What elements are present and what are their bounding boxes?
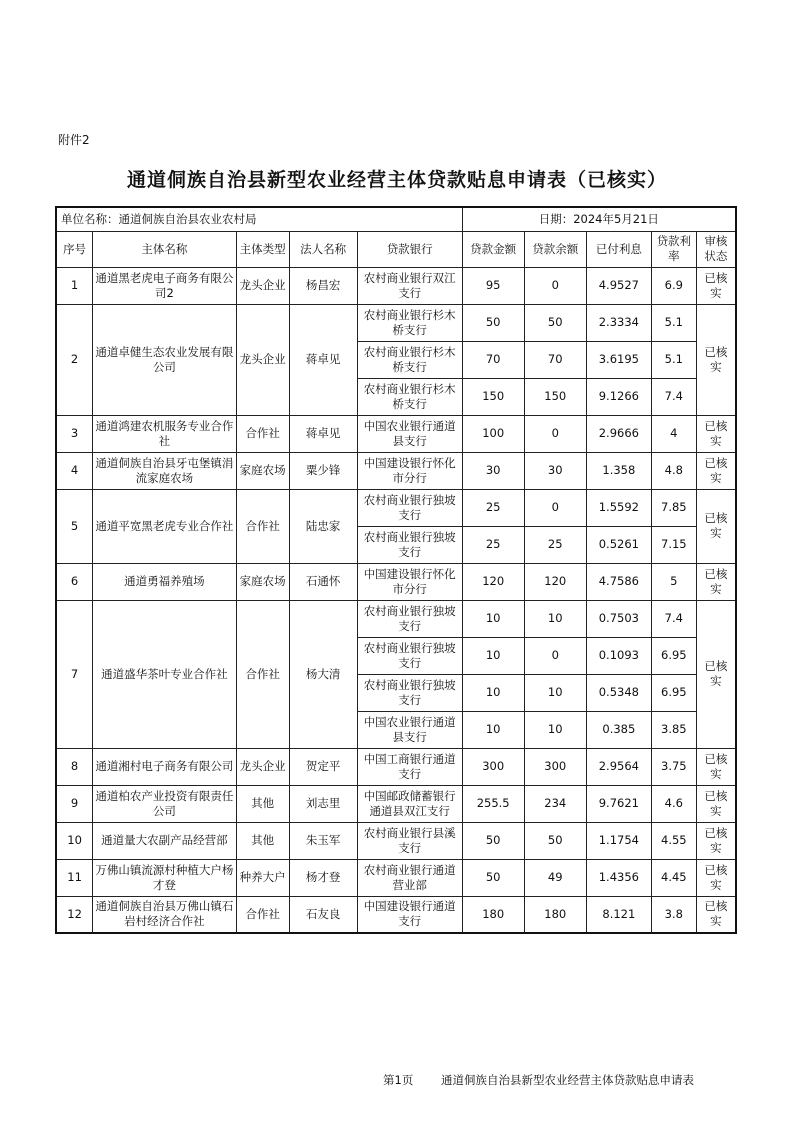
- loan-rate: 4.55: [651, 822, 696, 859]
- loan-balance: 120: [524, 563, 586, 600]
- review-status: 已核实: [696, 452, 736, 489]
- table-row: [56, 563, 736, 600]
- legal-person: 石友良: [289, 896, 357, 933]
- loan-rate: 6.95: [651, 674, 696, 711]
- loan-balance: 180: [524, 896, 586, 933]
- loan-bank: 农村商业银行杉木桥支行: [357, 304, 462, 341]
- loan-bank: 中国农业银行通道县支行: [357, 415, 462, 452]
- paid-interest: 4.7586: [586, 563, 651, 600]
- col-header-amount: 贷款金额: [462, 231, 524, 267]
- entity-name: 万佛山镇流源村种植大户杨才登: [93, 859, 237, 896]
- paid-interest: 0.5261: [586, 526, 651, 563]
- unit-name: 单位名称：通道侗族自治县农业农村局: [56, 207, 462, 231]
- entity-name: 通道湘村电子商务有限公司: [93, 748, 237, 785]
- loan-balance: 234: [524, 785, 586, 822]
- paid-interest: 4.9527: [586, 267, 651, 304]
- legal-person: 杨大清: [289, 600, 357, 748]
- entity-type: 家庭农场: [236, 563, 289, 600]
- loan-balance: 0: [524, 267, 586, 304]
- loan-amount: 10: [462, 674, 524, 711]
- loan-rate: 3.8: [651, 896, 696, 933]
- paid-interest: 0.7503: [586, 600, 651, 637]
- loan-amount: 95: [462, 267, 524, 304]
- loan-rate: 3.75: [651, 748, 696, 785]
- review-status: 已核实: [696, 785, 736, 822]
- table-row: [56, 748, 736, 785]
- loan-amount: 50: [462, 304, 524, 341]
- entity-type: 龙头企业: [236, 748, 289, 785]
- entity-type: 龙头企业: [236, 267, 289, 304]
- review-status: 已核实: [696, 822, 736, 859]
- loan-amount: 300: [462, 748, 524, 785]
- footer-document-title: 通道侗族自治县新型农业经营主体贷款贴息申请表: [441, 1073, 694, 1087]
- legal-person: 石通怀: [289, 563, 357, 600]
- row-number: 1: [56, 267, 93, 304]
- entity-type: 其他: [236, 785, 289, 822]
- paid-interest: 9.1266: [586, 378, 651, 415]
- paid-interest: 9.7621: [586, 785, 651, 822]
- loan-bank: 农村商业银行独坡支行: [357, 637, 462, 674]
- loan-bank: 农村商业银行通道营业部: [357, 859, 462, 896]
- row-number: 11: [56, 859, 93, 896]
- loan-balance: 10: [524, 674, 586, 711]
- entity-type: 其他: [236, 822, 289, 859]
- entity-type: 合作社: [236, 489, 289, 563]
- loan-amount: 10: [462, 600, 524, 637]
- col-header-name: 主体名称: [93, 231, 237, 267]
- loan-bank: 农村商业银行独坡支行: [357, 489, 462, 526]
- col-header-type: 主体类型: [236, 231, 289, 267]
- entity-name: 通道卓健生态农业发展有限公司: [93, 304, 237, 415]
- loan-amount: 25: [462, 526, 524, 563]
- loan-bank: 农村商业银行独坡支行: [357, 526, 462, 563]
- col-header-bank: 贷款银行: [357, 231, 462, 267]
- paid-interest: 8.121: [586, 896, 651, 933]
- loan-rate: 7.15: [651, 526, 696, 563]
- loan-balance: 50: [524, 822, 586, 859]
- loan-amount: 255.5: [462, 785, 524, 822]
- loan-bank: 中国建设银行怀化市分行: [357, 563, 462, 600]
- loan-rate: 3.85: [651, 711, 696, 748]
- review-status: 已核实: [696, 304, 736, 415]
- loan-bank: 农村商业银行独坡支行: [357, 600, 462, 637]
- loan-bank: 农村商业银行独坡支行: [357, 674, 462, 711]
- entity-type: 龙头企业: [236, 304, 289, 415]
- loan-balance: 30: [524, 452, 586, 489]
- loan-amount: 30: [462, 452, 524, 489]
- loan-bank: 中国建设银行通道支行: [357, 896, 462, 933]
- entity-type: 种养大户: [236, 859, 289, 896]
- paid-interest: 0.385: [586, 711, 651, 748]
- entity-type: 合作社: [236, 415, 289, 452]
- loan-balance: 150: [524, 378, 586, 415]
- legal-person: 贺定平: [289, 748, 357, 785]
- entity-name: 通道量大农副产品经营部: [93, 822, 237, 859]
- entity-name: 通道柏农产业投资有限责任公司: [93, 785, 237, 822]
- footer-page-number: 第1页: [383, 1073, 414, 1087]
- loan-amount: 50: [462, 822, 524, 859]
- loan-balance: 25: [524, 526, 586, 563]
- paid-interest: 2.3334: [586, 304, 651, 341]
- table-row: [56, 415, 736, 452]
- table-row: [56, 822, 736, 859]
- loan-subsidy-table: [55, 206, 737, 934]
- paid-interest: 2.9564: [586, 748, 651, 785]
- review-status: 已核实: [696, 600, 736, 748]
- row-number: 3: [56, 415, 93, 452]
- legal-person: 粟少锋: [289, 452, 357, 489]
- loan-bank: 农村商业银行县溪支行: [357, 822, 462, 859]
- loan-amount: 100: [462, 415, 524, 452]
- table-row: [56, 896, 736, 933]
- paid-interest: 3.6195: [586, 341, 651, 378]
- entity-type: 家庭农场: [236, 452, 289, 489]
- loan-balance: 0: [524, 637, 586, 674]
- entity-name: 通道侗族自治县万佛山镇石岩村经济合作社: [93, 896, 237, 933]
- paid-interest: 1.1754: [586, 822, 651, 859]
- loan-amount: 180: [462, 896, 524, 933]
- loan-bank: 中国农业银行通道县支行: [357, 711, 462, 748]
- loan-bank: 中国工商银行通道支行: [357, 748, 462, 785]
- loan-rate: 7.85: [651, 489, 696, 526]
- row-number: 9: [56, 785, 93, 822]
- loan-amount: 150: [462, 378, 524, 415]
- entity-name: 通道盛华茶叶专业合作社: [93, 600, 237, 748]
- loan-rate: 6.95: [651, 637, 696, 674]
- paid-interest: 0.1093: [586, 637, 651, 674]
- col-header-legal: 法人名称: [289, 231, 357, 267]
- table-row: [56, 859, 736, 896]
- loan-rate: 5: [651, 563, 696, 600]
- paid-interest: 1.5592: [586, 489, 651, 526]
- legal-person: 蒋卓见: [289, 304, 357, 415]
- loan-bank: 中国邮政储蓄银行通道县双江支行: [357, 785, 462, 822]
- row-number: 2: [56, 304, 93, 415]
- loan-bank: 农村商业银行双江支行: [357, 267, 462, 304]
- review-status: 已核实: [696, 859, 736, 896]
- loan-amount: 25: [462, 489, 524, 526]
- loan-rate: 5.1: [651, 304, 696, 341]
- col-header-no: 序号: [56, 231, 93, 267]
- loan-balance: 10: [524, 600, 586, 637]
- loan-balance: 49: [524, 859, 586, 896]
- row-number: 4: [56, 452, 93, 489]
- legal-person: 朱玉军: [289, 822, 357, 859]
- review-status: 已核实: [696, 896, 736, 933]
- col-header-rate: 贷款利率: [651, 231, 696, 267]
- loan-bank: 农村商业银行杉木桥支行: [357, 341, 462, 378]
- loan-bank: 中国建设银行怀化市分行: [357, 452, 462, 489]
- col-header-status: 审核状态: [696, 231, 736, 267]
- table-row: [56, 489, 736, 526]
- row-number: 5: [56, 489, 93, 563]
- attachment-label: 附件2: [58, 133, 90, 147]
- legal-person: 蒋卓见: [289, 415, 357, 452]
- entity-name: 通道鸿建农机服务专业合作社: [93, 415, 237, 452]
- row-number: 10: [56, 822, 93, 859]
- paid-interest: 1.4356: [586, 859, 651, 896]
- loan-amount: 10: [462, 637, 524, 674]
- table-row: [56, 267, 736, 304]
- legal-person: 杨才登: [289, 859, 357, 896]
- table-row: [56, 304, 736, 341]
- loan-balance: 0: [524, 489, 586, 526]
- loan-balance: 300: [524, 748, 586, 785]
- entity-name: 通道平宽黑老虎专业合作社: [93, 489, 237, 563]
- loan-rate: 4: [651, 415, 696, 452]
- loan-balance: 10: [524, 711, 586, 748]
- loan-rate: 5.1: [651, 341, 696, 378]
- row-number: 12: [56, 896, 93, 933]
- document-title: 通道侗族自治县新型农业经营主体贷款贴息申请表（已核实）: [126, 169, 667, 191]
- loan-rate: 4.6: [651, 785, 696, 822]
- entity-name: 通道侗族自治县牙屯堡镇涓流家庭农场: [93, 452, 237, 489]
- table-row: [56, 452, 736, 489]
- paid-interest: 2.9666: [586, 415, 651, 452]
- loan-rate: 7.4: [651, 378, 696, 415]
- loan-balance: 50: [524, 304, 586, 341]
- loan-rate: 4.8: [651, 452, 696, 489]
- col-header-interest: 已付利息: [586, 231, 651, 267]
- paid-interest: 0.5348: [586, 674, 651, 711]
- table-row: [56, 600, 736, 637]
- loan-amount: 70: [462, 341, 524, 378]
- loan-amount: 10: [462, 711, 524, 748]
- unit-date-row: [56, 207, 736, 231]
- review-status: 已核实: [696, 415, 736, 452]
- review-status: 已核实: [696, 563, 736, 600]
- entity-type: 合作社: [236, 896, 289, 933]
- loan-amount: 50: [462, 859, 524, 896]
- entity-name: 通道勇福养殖场: [93, 563, 237, 600]
- legal-person: 刘志里: [289, 785, 357, 822]
- entity-name: 通道黑老虎电子商务有限公司2: [93, 267, 237, 304]
- loan-bank: 农村商业银行杉木桥支行: [357, 378, 462, 415]
- loan-rate: 7.4: [651, 600, 696, 637]
- loan-rate: 4.45: [651, 859, 696, 896]
- review-status: 已核实: [696, 489, 736, 563]
- header-row: [56, 231, 736, 267]
- review-status: 已核实: [696, 748, 736, 785]
- row-number: 8: [56, 748, 93, 785]
- loan-balance: 70: [524, 341, 586, 378]
- table-row: [56, 785, 736, 822]
- legal-person: 杨昌宏: [289, 267, 357, 304]
- loan-balance: 0: [524, 415, 586, 452]
- paid-interest: 1.358: [586, 452, 651, 489]
- row-number: 6: [56, 563, 93, 600]
- loan-rate: 6.9: [651, 267, 696, 304]
- review-status: 已核实: [696, 267, 736, 304]
- date-label: 日期：2024年5月21日: [462, 207, 736, 231]
- legal-person: 陆忠家: [289, 489, 357, 563]
- row-number: 7: [56, 600, 93, 748]
- col-header-balance: 贷款余额: [524, 231, 586, 267]
- entity-type: 合作社: [236, 600, 289, 748]
- loan-amount: 120: [462, 563, 524, 600]
